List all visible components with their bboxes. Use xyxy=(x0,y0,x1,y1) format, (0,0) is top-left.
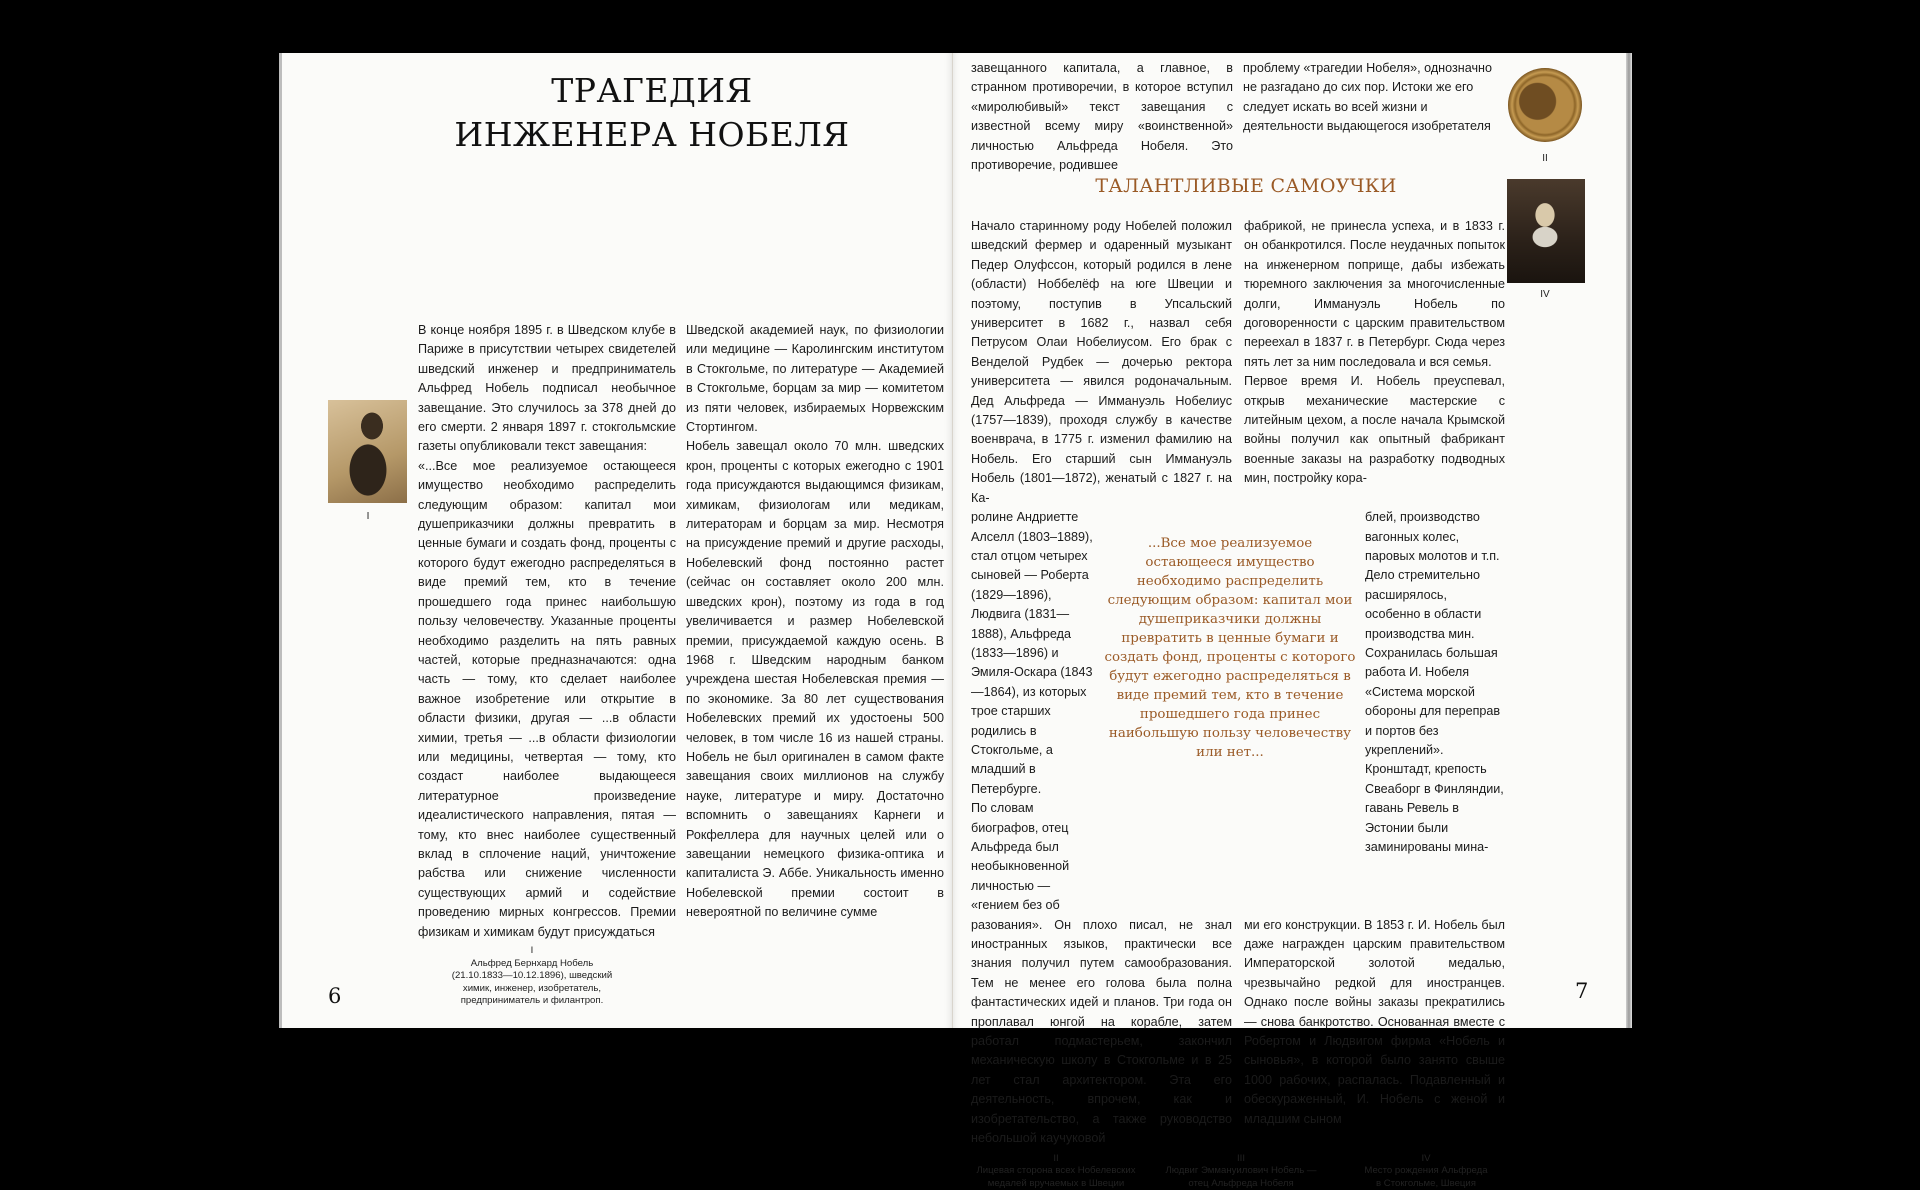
right-page-edge xyxy=(1626,53,1632,1028)
caption-line: Лицевая сторона всех Нобелевских xyxy=(971,1165,1141,1178)
right-top-column-2: проблему «трагедии Нобеля», однозначно не разгадано до сих пор. Истоки же его следует искать во всей жизни и деятельности выдающегося изобретателя xyxy=(1243,59,1499,175)
caption-number: IV xyxy=(1341,1153,1511,1166)
right-column-1-bottom: разования». Он плохо писал, не знал иностранных языков, практически все знания получил путем самообразования. Тем не менее его голова была полна фантастических идей и планов. Три года он проплавал юнгой на корабле, затем работал подмастерьем, закончил механическую школу в Стокгольме и в 25 лет стал архитектором. Эта его деятельность, впрочем, как и изобретательство, а также руководство небольшой каучуковой xyxy=(971,916,1232,1149)
caption-line: Альфред Бернхард Нобель xyxy=(402,958,662,971)
caption-line: (21.10.1833—10.12.1896), шведский xyxy=(402,970,662,983)
caption-number: III xyxy=(1156,1153,1326,1166)
right-column-2-bottom: ми его конструкции. В 1853 г. И. Нобель был даже награжден царским правительством Императорской золотой медалью, чрезвычайно редкой для иностранцев. Однако после войны заказы прекратились — снова банкротство. Основанная вместе с Робертом и Людвигом фирма «Нобель и сыновья», в которой было занято свыше 1000 рабочих, распалась. Подавленный и обескураженный, И. Нобель с женой и младшим сыном xyxy=(1244,916,1505,1149)
caption-2 xyxy=(971,1153,1141,1190)
caption-number: I xyxy=(402,945,662,958)
paragraph: Первое время И. Нобель преуспевал, открыв механические мастерские с литейным цехом, а после начала Крымской войны получил как опытный фабрикант военные заказы на разработку подводных мин, постройку кора- xyxy=(1244,372,1505,488)
paragraph: В конце ноября 1895 г. в Шведском клубе в Париже в присутствии четырех свидетелей шведский инженер и предприниматель Альфред Нобель подписал необычное завещание. Это случилось за 378 дней до его смерти. 2 января 1897 г. стокгольмские газеты опубликовали текст завещания: xyxy=(418,321,676,457)
left-page xyxy=(282,53,952,1028)
title-line-1: ТРАГЕДИЯ xyxy=(432,69,872,113)
right-body-bottom xyxy=(971,916,1505,1149)
caption-1 xyxy=(402,945,662,1008)
right-body-middle xyxy=(971,508,1505,916)
nobel-medal-image xyxy=(1508,68,1582,142)
right-body xyxy=(971,217,1505,1149)
caption-line: предприниматель и филантроп. xyxy=(402,995,662,1008)
right-column-2-top xyxy=(1244,217,1505,508)
alfred-nobel-photo xyxy=(328,400,407,503)
right-column-1-narrow xyxy=(971,508,1095,916)
right-body-top xyxy=(971,217,1505,508)
paragraph: По словам биографов, отец Альфреда был необыкновенной личностью — «гением без об xyxy=(971,799,1095,915)
figure-4-label: IV xyxy=(1537,289,1553,301)
ludvig-nobel-portrait xyxy=(1507,179,1585,283)
section-title: ТАЛАНТЛИВЫЕ САМОУЧКИ xyxy=(1081,174,1411,198)
right-captions xyxy=(971,1153,1511,1190)
page-number-left: 6 xyxy=(328,984,341,1008)
paragraph-will-quote: «...Все мое реализуемое остающееся имущество необходимо распределить следующим образом: капитал мои душеприказчики должны превратить в ценные бумаги и создать фонд, проценты с которого будут ежегодно распределяться в виде премий тем, кто в течение прошедшего года принес наибольшую пользу человечеству. Указанные проценты необходимо разделить на пять равных частей, которые предназначаются: одна часть — тому, кто сделает наиболее важное изобретение или открытие в области физики, другая — ...в области химии, третья — ...в области физиологии или медицины, четвертая — тому, кто создаст наиболее выдающееся литературное произведение идеалистического направления, пятая — тому, кто внес наиболее существенный вклад в сплочение наций, уничтожение рабства или снижение численности существующих армий и содействие проведению мирных конгрессов. Премии физикам и химикам будут присуждаться xyxy=(418,457,676,942)
paragraph: ролине Андриетте Алселл (1803–1889), стал отцом четырех сыновей — Роберта (1829—1896), Людвига (1831—1888), Альфреда (1833—1896) и Эмиля-Оскара (1843—1864), из которых трое старших родились в Стокгольме, а младший в Петербурге. xyxy=(971,508,1095,799)
pull-quote: ...Все мое реализуемое остающееся имущество необходимо распределить следующим образом: капитал мои душеприказчики должны превратить в ценные бумаги и создать фонд, проценты с которого будут ежегодно распределяться в виде премий тем, кто в течение прошедшего года принес наибольшую пользу человечеству или нет... xyxy=(1103,508,1357,916)
left-column-1 xyxy=(418,321,676,942)
caption-line: в Стокгольме, Швеция xyxy=(1341,1178,1511,1190)
figure-2-label: II xyxy=(1537,153,1553,165)
caption-line: химик, инженер, изобретатель, xyxy=(402,983,662,996)
caption-4 xyxy=(1341,1153,1511,1190)
caption-line: отец Альфреда Нобеля xyxy=(1156,1178,1326,1190)
figure-1-label: I xyxy=(360,511,376,523)
page-number-right: 7 xyxy=(1575,979,1588,1003)
paragraph: Нобель завещал около 70 млн. шведских крон, проценты с которых ежегодно с 1901 года присуждаются выдающимся физикам, химикам, физиологам или медикам, литераторам и борцам за мир. Несмотря на присуждение премий и другие расходы, Нобелевский фонд постоянно растет (сейчас он составляет около 200 млн. шведских крон), поэтому из года в год увеличивается и размер Нобелевской премии, присуждаемой каждую осень. В 1968 г. Шведским народным банком учреждена шестая Нобелевская премия — по экономике. За 80 лет существования Нобелевских премий их удостоены 500 человек, в том числе 16 из нашей страны. Нобель не был оригинален в самом факте завещания своих миллионов на службу науке, литературе и миру. Достаточно вспомнить о завещаниях Карнеги и Рокфеллера для научных целей или о завещании немецкого физика-оптика и капиталиста Э. Аббе. Уникальность именно Нобелевской премии состоит в невероятной по величине сумме xyxy=(686,437,944,922)
left-column-2 xyxy=(686,321,944,923)
caption-number: II xyxy=(971,1153,1141,1166)
page-title xyxy=(432,69,872,157)
caption-line: Место рождения Альфреда xyxy=(1341,1165,1511,1178)
right-column-2-narrow: блей, производство вагонных колес, паровых молотов и т.п. Дело стремительно расширялось, особенно в области производства мин. Сохранилась большая работа И. Нобеля «Система морской обороны для переправ и портов без укреплений». Кронштадт, крепость Свеаборг в Финляндии, гавань Ревель в Эстонии были заминированы мина- xyxy=(1365,508,1505,916)
paragraph: фабрикой, не принесла успеха, и в 1833 г. он обанкротился. После неудачных попыток на инженерном поприще, дабы избежать тюремного заключения за многочисленные долги, Иммануэль Нобель по договоренности с царским правительством переехал в 1837 г. в Петербург. Сюда через пять лет за ним последовала и вся семья. xyxy=(1244,217,1505,372)
title-line-2: ИНЖЕНЕРА НОБЕЛЯ xyxy=(432,113,872,157)
caption-line: Людвиг Эммануилович Нобель — xyxy=(1156,1165,1326,1178)
paragraph: Шведской академией наук, по физиологии или медицине — Каролингским институтом в Стокгольме, по литературе — Академией в Стокгольме, борцам за мир — комитетом из пяти человек, избираемых Норвежским Стортингом. xyxy=(686,321,944,437)
caption-3 xyxy=(1156,1153,1326,1190)
right-top-columns xyxy=(971,59,1499,175)
caption-line: медалей вручаемых в Швеции xyxy=(971,1178,1141,1190)
right-top-column-1: завещанного капитала, а главное, в странном противоречии, в которое вступил «миролюбивый» текст завещания с известной всему миру «воинственной» личностью Альфреда Нобеля. Это противоречие, родившее xyxy=(971,59,1233,175)
right-column-1-top: Начало старинному роду Нобелей положил шведский фермер и одаренный музыкант Педер Олуфссон, который родился в лене (области) Ноббелёф на юге Швеции и поэтому, поступив в Упсальский университет в 1682 г., назвал себя Петрусом Олаи Нобелиусом. Его брак с Венделой Рудбек — дочерью ректора университета — явился родоначальным. Дед Альфреда — Иммануэль Нобелиус (1757—1839), проходя службу в качестве военврача, в 1775 г. изменил фамилию на Нобель. Его старший сын Иммануэль Нобель (1801—1872), женатый с 1827 г. на Ка- xyxy=(971,217,1232,508)
right-page xyxy=(952,53,1627,1028)
